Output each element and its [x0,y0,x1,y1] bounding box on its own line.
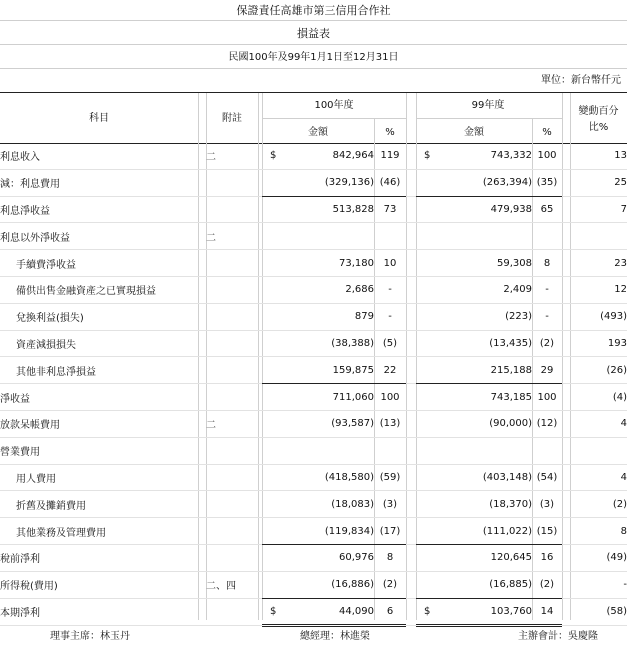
row-pct-2010: 100 [532,384,562,411]
row-pct-2011: - [374,303,406,330]
row-pct-2011: (17) [374,518,406,545]
row-note: 二 [206,143,258,169]
row-pct-2011: 73 [374,196,406,223]
row-amount-2011 [262,491,374,518]
spacer [198,250,206,277]
row-note [206,196,258,223]
row-pct-2011: 100 [374,384,406,411]
row-amount-2010 [416,571,532,598]
table-row [0,330,627,357]
spacer [198,143,206,169]
row-pct-2011: 10 [374,250,406,277]
row-note: 二 [206,410,258,437]
row-item-label: 淨收益 [0,384,198,411]
table-row [0,598,627,626]
row-change: 23 [570,250,627,277]
row-change: 12 [570,276,627,303]
amount-value: (223) [505,311,532,323]
row-amount-2011 [262,571,374,598]
amount-value: 120,645 [490,552,532,564]
row-pct-2010: 65 [532,196,562,223]
row-pct-2010: - [532,303,562,330]
spacer [562,196,570,223]
table-row [0,518,627,545]
spacer [406,571,416,598]
row-note [206,357,258,384]
row-pct-2011 [374,223,406,250]
row-change: (493) [570,303,627,330]
spacer [198,518,206,545]
row-note [206,437,258,464]
row-pct-2010: (3) [532,491,562,518]
currency-symbol: $ [424,605,431,617]
amount-value: 513,828 [332,203,374,215]
amount-value: (418,580) [324,471,374,483]
amount-value: 2,686 [345,284,374,296]
row-change: 193 [570,330,627,357]
spacer [198,384,206,411]
col-year-2010: 99年度 [471,100,505,111]
amount-value: (263,394) [482,177,532,189]
col-pct-2010: % [542,127,552,138]
table-row [0,464,627,491]
amount-value: 879 [354,311,374,323]
row-pct-2010: - [532,276,562,303]
spacer [406,303,416,330]
row-amount-2010 [416,464,532,491]
amount-value: 59,308 [497,257,532,269]
row-amount-2010 [416,437,532,464]
row-amount-2011 [262,276,374,303]
row-amount-2011 [262,250,374,277]
amount-value: (93,587) [331,418,374,430]
row-change [570,437,627,464]
spacer [562,571,570,598]
row-note: 二、四 [206,571,258,598]
currency-unit: 單位：新台幣仟元 [541,75,621,86]
spacer [562,464,570,491]
row-change: 13 [570,143,627,169]
row-pct-2010: 8 [532,250,562,277]
spacer [562,598,570,626]
row-item-label: 兌換利益(損失) [0,303,198,330]
spacer [198,410,206,437]
table-row [0,410,627,437]
spacer [198,357,206,384]
row-note [206,598,258,626]
row-note [206,464,258,491]
divider [0,20,627,21]
spacer [406,384,416,411]
table-row [0,250,627,277]
spacer [198,571,206,598]
col-amount-2010: 金額 [464,127,484,138]
row-amount-2010 [416,143,532,169]
row-item-label: 利息淨收益 [0,196,198,223]
spacer [562,276,570,303]
spacer [406,518,416,545]
row-item-label: 所得稅(費用) [0,571,198,598]
row-change: (49) [570,544,627,571]
row-item-label: 用人費用 [0,464,198,491]
row-note [206,169,258,196]
row-item-label: 資產減損損失 [0,330,198,357]
row-amount-2010 [416,544,532,571]
row-item-label: 手續費淨收益 [0,250,198,277]
row-amount-2011 [262,223,374,250]
report-title: 損益表 [297,27,330,40]
row-change: 8 [570,518,627,545]
row-amount-2011 [262,518,374,545]
row-note [206,518,258,545]
table-row [0,384,627,411]
amount-value: (119,834) [324,525,374,537]
divider [0,44,627,45]
col-item: 科目 [89,113,109,124]
spacer [562,303,570,330]
row-change: 25 [570,169,627,196]
amount-value: 103,760 [490,605,532,617]
spacer [406,196,416,223]
row-change: (58) [570,598,627,626]
row-change: (2) [570,491,627,518]
col-change: 變動百分比% [578,106,619,133]
amount-value: 842,964 [332,150,374,162]
row-amount-2010 [416,330,532,357]
currency-symbol: $ [270,150,277,162]
row-pct-2010: (15) [532,518,562,545]
row-pct-2010: (54) [532,464,562,491]
row-item-label: 減：利息費用 [0,169,198,196]
row-amount-2010 [416,357,532,384]
spacer [562,169,570,196]
table-row [0,303,627,330]
row-note [206,276,258,303]
spacer [198,169,206,196]
row-change [570,223,627,250]
income-statement-table [0,143,627,627]
row-pct-2011: - [374,276,406,303]
row-amount-2011 [262,437,374,464]
row-pct-2010: (12) [532,410,562,437]
row-amount-2011 [262,143,374,169]
row-note [206,303,258,330]
table-row [0,571,627,598]
row-item-label: 其他非利息淨損益 [0,357,198,384]
row-amount-2010 [416,250,532,277]
row-item-label: 備供出售金融資產之已實現損益 [0,276,198,303]
amount-value: 2,409 [503,284,532,296]
spacer [562,330,570,357]
row-amount-2011 [262,384,374,411]
spacer [406,410,416,437]
table-row [0,437,627,464]
amount-value: (38,388) [331,337,374,349]
spacer [406,143,416,169]
col-amount-2011: 金額 [308,127,328,138]
spacer [406,357,416,384]
row-pct-2011: (2) [374,571,406,598]
row-pct-2011: (13) [374,410,406,437]
table-row [0,491,627,518]
spacer [562,223,570,250]
row-change: - [570,571,627,598]
row-pct-2010 [532,437,562,464]
spacer [562,518,570,545]
spacer [406,276,416,303]
spacer [406,330,416,357]
row-note [206,250,258,277]
spacer [198,491,206,518]
amount-value: 743,185 [490,391,532,403]
row-amount-2011 [262,598,374,626]
row-item-label: 折舊及攤銷費用 [0,491,198,518]
row-item-label: 利息以外淨收益 [0,223,198,250]
amount-value: (111,022) [482,525,532,537]
amount-value: 159,875 [332,364,374,376]
company-name: 保證責任高雄市第三信用合作社 [236,4,391,17]
row-item-label: 稅前淨利 [0,544,198,571]
row-amount-2010 [416,598,532,626]
row-amount-2010 [416,410,532,437]
col-pct-2011: % [385,127,395,138]
row-amount-2011 [262,357,374,384]
row-item-label: 本期淨利 [0,598,198,626]
row-pct-2011: 119 [374,143,406,169]
spacer [406,491,416,518]
row-pct-2011: 22 [374,357,406,384]
report-period: 民國100年及99年1月1日至12月31日 [228,52,399,63]
row-amount-2011 [262,169,374,196]
amount-value: 215,188 [490,364,532,376]
spacer [562,491,570,518]
spacer [562,357,570,384]
row-amount-2010 [416,303,532,330]
spacer [198,223,206,250]
row-change: 4 [570,464,627,491]
table-row [0,357,627,384]
row-pct-2010: 29 [532,357,562,384]
table-row [0,223,627,250]
row-amount-2011 [262,410,374,437]
row-item-label: 利息收入 [0,143,198,169]
table-row [0,169,627,196]
row-note: 二 [206,223,258,250]
table-row [0,544,627,571]
amount-value: 60,976 [339,552,374,564]
table-row [0,276,627,303]
currency-symbol: $ [424,150,431,162]
row-pct-2011: 6 [374,598,406,626]
amount-value: (18,083) [331,498,374,510]
row-amount-2011 [262,303,374,330]
table-row [0,196,627,223]
amount-value: (16,885) [489,579,532,591]
year-underline [262,118,406,119]
row-amount-2010 [416,276,532,303]
row-change: 7 [570,196,627,223]
row-amount-2011 [262,196,374,223]
row-pct-2010: (2) [532,330,562,357]
spacer [198,276,206,303]
spacer [198,544,206,571]
row-pct-2010 [532,223,562,250]
row-pct-2011 [374,437,406,464]
spacer [562,544,570,571]
row-item-label: 營業費用 [0,437,198,464]
spacer [562,437,570,464]
spacer [406,598,416,626]
row-pct-2011: (5) [374,330,406,357]
row-pct-2011: (46) [374,169,406,196]
spacer [406,437,416,464]
row-note [206,491,258,518]
spacer [406,464,416,491]
spacer [562,250,570,277]
amount-value: 711,060 [332,391,374,403]
row-pct-2010: (2) [532,571,562,598]
col-note: 附註 [222,113,242,124]
row-pct-2010: 100 [532,143,562,169]
row-pct-2010: 14 [532,598,562,626]
spacer [562,384,570,411]
row-change: 4 [570,410,627,437]
divider [0,68,627,69]
spacer [562,410,570,437]
row-note [206,330,258,357]
currency-symbol: $ [270,605,277,617]
row-pct-2010: (35) [532,169,562,196]
spacer [198,464,206,491]
signature-accountant: 主辦會計：吳慶隆 [518,631,598,642]
row-note [206,384,258,411]
signature-manager: 總經理：林進榮 [300,631,370,642]
row-amount-2011 [262,544,374,571]
header-top-rule [0,92,627,93]
signature-chairman: 理事主席：林玉丹 [50,631,130,642]
col-year-2011: 100年度 [314,100,354,111]
spacer [198,196,206,223]
row-amount-2010 [416,196,532,223]
row-note [206,544,258,571]
row-amount-2011 [262,464,374,491]
year-underline [416,118,562,119]
row-amount-2010 [416,491,532,518]
spacer [406,544,416,571]
row-amount-2011 [262,330,374,357]
row-amount-2010 [416,384,532,411]
spacer [198,330,206,357]
row-item-label: 其他業務及管理費用 [0,518,198,545]
row-amount-2010 [416,169,532,196]
row-amount-2010 [416,518,532,545]
amount-value: (18,370) [489,498,532,510]
row-amount-2010 [416,223,532,250]
spacer [406,250,416,277]
row-change: (4) [570,384,627,411]
table-row [0,143,627,169]
amount-value: 73,180 [339,257,374,269]
row-item-label: 放款呆帳費用 [0,410,198,437]
spacer [198,598,206,626]
spacer [406,169,416,196]
amount-value: 479,938 [490,203,532,215]
amount-value: 743,332 [490,150,532,162]
spacer [198,303,206,330]
amount-value: (329,136) [324,177,374,189]
spacer [406,223,416,250]
amount-value: (403,148) [482,471,532,483]
amount-value: (90,000) [489,418,532,430]
spacer [562,143,570,169]
row-change: (26) [570,357,627,384]
amount-value: (13,435) [489,337,532,349]
row-pct-2011: (3) [374,491,406,518]
row-pct-2011: (59) [374,464,406,491]
amount-value: (16,886) [331,579,374,591]
row-pct-2010: 16 [532,544,562,571]
spacer [198,437,206,464]
row-pct-2011: 8 [374,544,406,571]
amount-value: 44,090 [339,605,374,617]
